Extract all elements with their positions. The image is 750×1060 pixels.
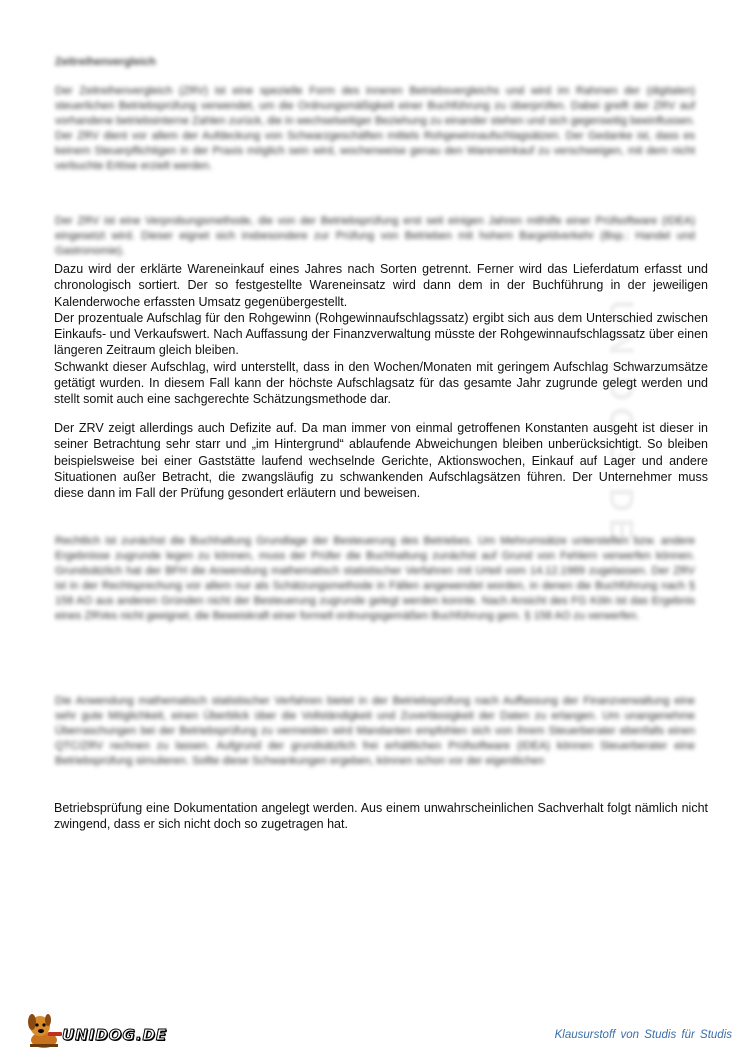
text-block-2 (54, 420, 708, 501)
blurred-paragraph-2: Der ZRV ist eine Verprobungsmethode, die von der Betriebsprüfung erst seit einigen Jahren mithilfe einer Prüfsoftware (IDEA) eingesetzt wird. Dieser eignet sich insbesondere zur Prüfung von Betrieben mit hohem Bargeldverkehr (Bsp.: Handel und Gastronomie). (55, 215, 695, 257)
dog-mascot-icon (24, 1010, 64, 1050)
blurred-paragraph-3: Rechtlich ist zunächst die Buchhaltung Grundlage der Besteuerung des Betriebes. Um Mehrumsätze unterstellen bzw. andere Ergebnisse zugrunde legen zu können, muss der Prüfer die Buchhaltung zunächst auf Grund von Fehlern verwerfen können. Grundsätzlich hat der BFH die Anwendung mathematisch statistischer Verfahren mit Urteil vom 14.12.1989 zugelassen. Der ZRV ist in der Rechtsprechung vor allem nur als Schätzungsmethode in Fällen angewendet worden, in denen die Buchführung nach § 158 AO aus anderen Gründen nicht der Besteuerung zugrunde gelegt werden konnte. Nach Ansicht des FG Köln ist das Ergebnis eines ZRVes nicht geeignet, die Beweiskraft einer formell ordnungsgemäßen Buchführung gem. § 158 AO zu verwerfen. (55, 535, 695, 622)
paragraph-schwankung: Schwankt dieser Aufschlag, wird unterstellt, dass in den Wochen/Monaten mit geringem Aufschlag Schwarzumsätze getätigt wurden. In diesem Fall kann der höchste Aufschlagsatz für das gesamte Jahr zugrunde gelegt werden und stellt somit auch eine sachgerechte Schätzungsmethode dar. (54, 359, 708, 407)
paragraph-wareneinkauf: Dazu wird der erklärte Wareneinkauf eines Jahres nach Sorten getrennt. Ferner wird das Lieferdatum erfasst und chronologisch sortiert. Der so festgestellte Wareneinsatz wird dann dem in der Buchführung in der jeweiligen Kalenderwoche erfassten Umsatz gegenübergestellt. (54, 262, 708, 309)
watermark: UNIDOG.DE (602, 300, 640, 547)
text-block-1 (54, 261, 708, 408)
section-heading: Zeitreihenvergleich (55, 56, 156, 68)
paragraph-dokumentation: Betriebsprüfung eine Dokumentation angelegt werden. Aus einem unwahrscheinlichen Sachverhalt folgt nämlich nicht zwingend, dass er sich nicht doch so zugetragen hat. (54, 801, 708, 832)
blurred-paragraph-4: Die Anwendung mathematisch statistischer Verfahren bietet in der Betriebsprüfung nach Auffassung der Finanzverwaltung eine sehr gute Möglichkeit, einen Überblick über die Vollständigkeit und Zuverlässigkeit der Daten zu erlangen. Um unangenehme Überraschungen bei der Betriebsprüfung zu vermeiden wird Mandanten empfohlen sich von ihrem Steuerberater ebenfalls einen QTC/ZRV rechnen zu lassen. Aufgrund der grundsätzlich frei erhältlichen Prüfsoftware (IDEA) können Steuerberater eine Betriebsprüfung simulieren. Sollte diese Schwankungen ergeben, können schon vor der eigentlichen (55, 695, 695, 767)
paragraph-aufschlag: Der prozentuale Aufschlag für den Rohgewinn (Rohgewinnaufschlagssatz) ergibt sich aus dem Unterschied zwischen Einkaufs- und Verkaufswert. Nach Auffassung der Finanzverwaltung müsste der Rohgewinnaufschlagssatz über einen längeren Zeitraum gleich bleiben. (54, 310, 708, 358)
unidog-logo (24, 1010, 168, 1050)
footer-tagline: Klausurstoff von Studis für Studis (554, 1029, 732, 1041)
text-block-3 (54, 800, 708, 833)
blurred-paragraph-1: Der Zeitreihenvergleich (ZRV) ist eine spezielle Form des inneren Betriebsvergleichs und wird im Rahmen der (digitalen) steuerlichen Betriebsprüfung verwendet, um die Ordnungsmäßigkeit einer Buchführung zu überprüfen. Dabei greift der ZRV auf vorhandene betriebsinterne Zahlen zurück, die in wechselseitiger Beziehung zu einander stehen und sich gegenseitig beeinflussen. Der ZRV dient vor allem der Aufdeckung von Schwarzgeschäften mittels Rohgewinnaufschlagsätzen. Der Gedanke ist, dass es keinem Steuerpflichtigen in der Praxis möglich sein wird, wochenweise genau den Wareneinkauf zu verschweigen, mit dem nicht verbuchte Erlöse erzielt werden. (55, 85, 695, 172)
logo-wordmark: UNIDOG.DE (62, 1026, 168, 1044)
paragraph-defizite: Der ZRV zeigt allerdings auch Defizite auf. Da man immer von einmal getroffenen Konstanten ausgeht ist dieser in seiner Betrachtung sehr starr und „im Hintergrund“ ablaufende Abweichungen bleiben unberücksichtigt. So bleiben beispielsweise bei einer Gaststätte laufend wechselnde Gerichte, Aktionswochen, Einkauf auf Lager und andere Situationen außer Betracht, die zwangsläufig zu schwankenden Aufschlagsätzen führen. Der Unternehmer muss diese dann im Fall der Prüfung gesondert erläutern und beweisen. (54, 421, 708, 501)
